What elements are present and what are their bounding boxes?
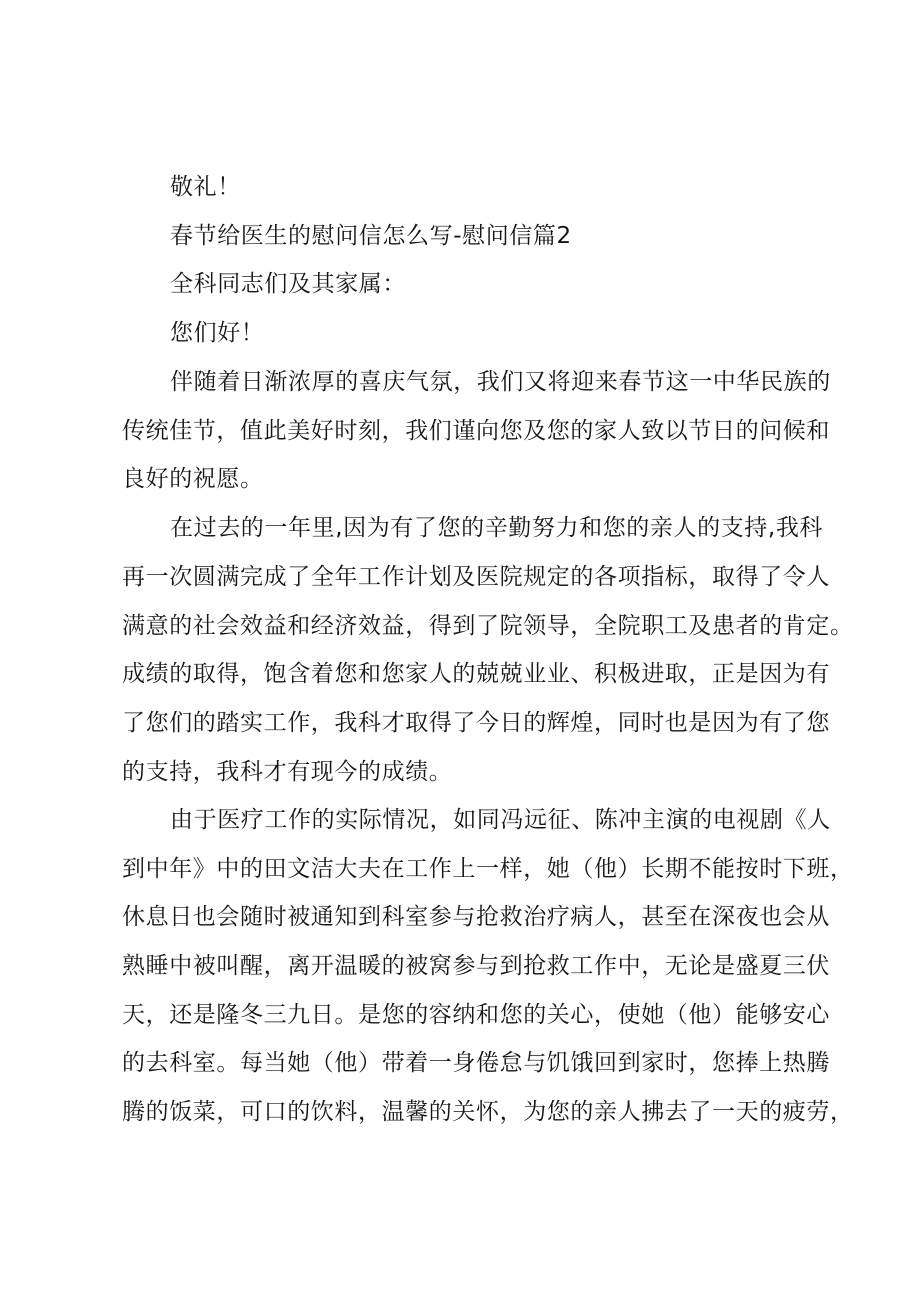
paragraph-line — [0, 411, 920, 451]
paragraph-text: 成绩的取得，饱含着您和您家人的兢兢业业、积极进取，正是因为有 — [122, 661, 830, 687]
paragraph-line — [0, 897, 920, 937]
heading-line — [0, 216, 920, 256]
paragraph-text: 伴随着日渐浓厚的喜庆气氛，我们又将迎来春节这一中华民族的 — [170, 369, 831, 395]
paragraph-text: 满意的社会效益和经济效益，得到了院领导，全院职工及患者的肯定。 — [122, 613, 854, 639]
paragraph-text: 了您们的踏实工作，我科才取得了今日的辉煌，同时也是因为有了您 — [122, 710, 830, 736]
paragraph-text: 在过去的一年里,因为有了您的辛勤努力和您的亲人的支持,我科 — [170, 515, 824, 541]
paragraph-text: 休息日也会随时被通知到科室参与抢救治疗病人，甚至在深夜也会从 — [122, 904, 830, 930]
paragraph-line — [0, 849, 920, 889]
paragraph-line — [0, 557, 920, 597]
paragraph-line — [0, 459, 920, 499]
paragraph-text: 传统佳节，值此美好时刻，我们谨向您及您的家人致以节日的问候和 — [122, 418, 830, 444]
paragraph-text: 再一次圆满完成了全年工作计划及医院规定的各项指标，取得了令人 — [122, 564, 830, 590]
salutation-text: 全科同志们及其家属： — [170, 271, 406, 297]
paragraph-line — [0, 1043, 920, 1083]
paragraph-line — [0, 703, 920, 743]
closing-text: 敬礼！ — [170, 174, 241, 200]
paragraph-text: 的去科室。每当她（他）带着一身倦怠与饥饿回到家时，您捧上热腾 — [122, 1050, 830, 1076]
paragraph-text: 到中年》中的田文洁大夫在工作上一样，她（他）长期不能按时下班， — [122, 856, 854, 882]
paragraph-line — [0, 752, 920, 792]
paragraph-line — [0, 508, 920, 548]
paragraph-line — [0, 946, 920, 986]
paragraph-text: 由于医疗工作的实际情况，如同冯远征、陈冲主演的电视剧《人 — [170, 807, 831, 833]
paragraph-line — [0, 362, 920, 402]
greeting-text: 您们好！ — [170, 320, 265, 346]
paragraph-text: 良好的祝愿。 — [122, 466, 264, 492]
paragraph-text: 天，还是隆冬三九日。是您的容纳和您的关心，使她（他）能够安心 — [122, 1002, 830, 1028]
paragraph-line — [0, 1092, 920, 1132]
closing-line — [0, 167, 920, 207]
salutation-line — [0, 264, 920, 304]
paragraph-line — [0, 606, 920, 646]
greeting-line — [0, 313, 920, 353]
paragraph-line — [0, 995, 920, 1035]
paragraph-text: 熟睡中被叫醒，离开温暖的被窝参与到抢救工作中，无论是盛夏三伏 — [122, 953, 830, 979]
paragraph-text: 的支持，我科才有现今的成绩。 — [122, 759, 453, 785]
paragraph-line — [0, 800, 920, 840]
paragraph-line — [0, 654, 920, 694]
letter-heading: 春节给医生的慰问信怎么写-慰问信篇2 — [170, 223, 572, 249]
paragraph-text: 腾的饭菜，可口的饮料，温馨的关怀，为您的亲人拂去了一天的疲劳， — [122, 1099, 854, 1125]
